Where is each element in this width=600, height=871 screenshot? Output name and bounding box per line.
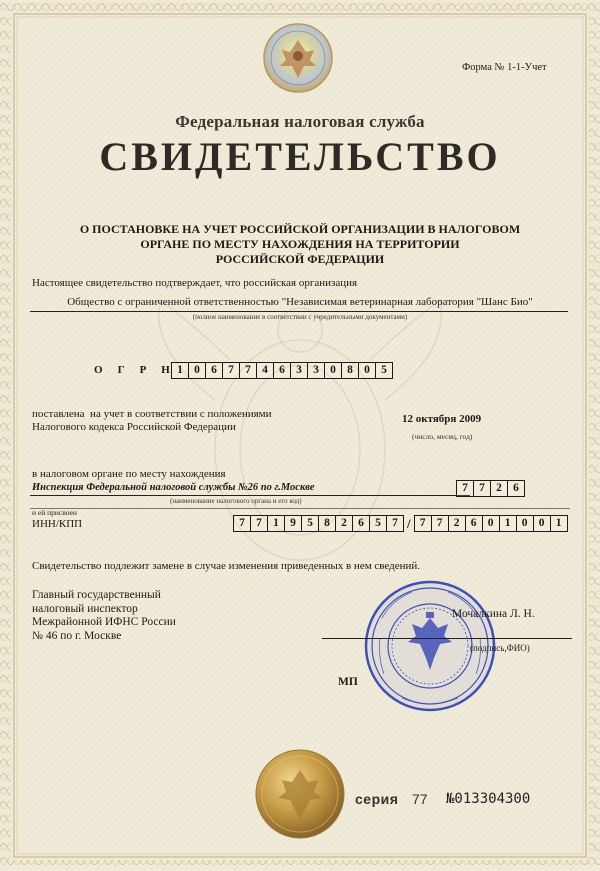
inn-digit: 1 <box>267 515 285 532</box>
ogrn-digit: 6 <box>205 362 223 379</box>
ogrn-digit: 0 <box>324 362 342 379</box>
tax-authority-code-cells <box>456 480 525 497</box>
kpp-digit: 1 <box>550 515 568 532</box>
organization-name: Общество с ограниченной ответственностью "Независимая ветеринарная лаборатория "Шанс Био" <box>67 296 533 308</box>
ogrn-letter: Н <box>161 364 170 376</box>
signature-caption: (подпись,ФИО) <box>470 643 530 653</box>
kpp-digit: 0 <box>482 515 500 532</box>
tax-code-digit: 7 <box>456 480 474 497</box>
ogrn-number-cells <box>171 362 393 379</box>
tax-code-digit: 6 <box>507 480 525 497</box>
series-label: серия <box>355 791 399 807</box>
ogrn-digit: 0 <box>188 362 206 379</box>
tax-code-digit: 2 <box>490 480 508 497</box>
ogrn-digit: 3 <box>290 362 308 379</box>
registration-date: 12 октября 2009 <box>402 413 482 425</box>
inn-digit: 9 <box>284 515 302 532</box>
kpp-digit: 0 <box>516 515 534 532</box>
replacement-note: Свидетельство подлежит замене в случае изменения приведенных в нем сведений. <box>32 560 421 572</box>
ogrn-digit: 1 <box>171 362 189 379</box>
kpp-digit: 7 <box>414 515 432 532</box>
inn-kpp-cells <box>233 515 568 532</box>
kpp-cells <box>414 515 568 532</box>
ogrn-digit: 7 <box>222 362 240 379</box>
ogrn-letter: О <box>94 364 103 376</box>
agency-name: Федеральная налоговая служба <box>175 112 425 131</box>
kpp-digit: 1 <box>499 515 517 532</box>
ogrn-label <box>94 364 170 376</box>
section-divider <box>30 508 570 509</box>
registration-line: Налогового кодекса Российской Федерации <box>32 421 236 433</box>
registration-text <box>32 408 272 434</box>
kpp-digit: 2 <box>448 515 466 532</box>
subtitle-line: О ПОСТАНОВКЕ НА УЧЕТ РОССИЙСКОЙ ОРГАНИЗАЦИИ В НАЛОГОВОМ <box>79 222 521 236</box>
ogrn-letter: Г <box>117 364 125 376</box>
signatory-line: налоговый инспектор <box>32 602 138 615</box>
ogrn-digit: 4 <box>256 362 274 379</box>
signatory-line: Межрайонной ИФНС России <box>32 616 176 628</box>
organization-underline <box>30 311 568 312</box>
ogrn-letter: Р <box>139 364 147 376</box>
ogrn-digit: 6 <box>273 362 291 379</box>
inn-digit: 7 <box>250 515 268 532</box>
subtitle-line: ОРГАНЕ ПО МЕСТУ НАХОЖДЕНИЯ НА ТЕРРИТОРИИ <box>140 237 460 251</box>
registration-date-caption: (число, месяц, год) <box>412 432 473 441</box>
ogrn-digit: 3 <box>307 362 325 379</box>
kpp-digit: 6 <box>465 515 483 532</box>
ogrn-digit: 8 <box>341 362 359 379</box>
assigned-label: и ей присвоен <box>32 508 77 517</box>
subtitle-line: РОССИЙСКОЙ ФЕДЕРАЦИИ <box>215 252 385 266</box>
signatory-name: Мочалкина Л. Н. <box>452 608 535 620</box>
serial-number: №013304300 <box>446 791 531 807</box>
gold-seal <box>254 748 346 840</box>
inn-digit: 8 <box>318 515 336 532</box>
tax-authority-name: Инспекция Федеральной налоговой службы №26 по г.Москве <box>32 482 315 493</box>
tax-authority-underline <box>30 495 470 496</box>
signatory-line: № 46 по г. Москве <box>32 629 122 642</box>
hologram-emblem <box>262 22 334 94</box>
ogrn-digit: 0 <box>358 362 376 379</box>
seal-place-label: МП <box>338 676 358 688</box>
inn-digit: 5 <box>301 515 319 532</box>
tax-authority-intro: в налоговом органе по месту нахождения <box>32 468 226 480</box>
signatory-title <box>32 589 176 643</box>
inn-digit: 7 <box>233 515 251 532</box>
document-subtitle <box>60 222 540 267</box>
ogrn-digit: 5 <box>375 362 393 379</box>
organization-caption: (полное наименование в соответствии с учредительными документами) <box>192 313 408 321</box>
registration-line: поставлена на учет в соответствии с положениями <box>32 408 272 420</box>
tax-code-digit: 7 <box>473 480 491 497</box>
tax-authority-caption: (наименование налогового органа и его код) <box>170 497 302 505</box>
inn-digit: 7 <box>386 515 404 532</box>
intro-text: Настоящее свидетельство подтверждает, что российская организация <box>32 277 358 289</box>
form-number: Форма № 1-1-Учет <box>462 62 547 73</box>
inn-digit: 6 <box>352 515 370 532</box>
kpp-digit: 7 <box>431 515 449 532</box>
inn-kpp-label: ИНН/КПП <box>32 518 83 530</box>
inn-cells <box>233 515 404 532</box>
kpp-digit: 0 <box>533 515 551 532</box>
series-value: 77 <box>412 791 428 807</box>
inn-digit: 5 <box>369 515 387 532</box>
ogrn-digit: 7 <box>239 362 257 379</box>
document-title: СВИДЕТЕЛЬСТВО <box>99 134 501 179</box>
inn-kpp-separator: / <box>407 515 411 531</box>
signature-line <box>322 638 572 639</box>
signatory-line: Главный государственный <box>32 589 161 601</box>
inn-digit: 2 <box>335 515 353 532</box>
